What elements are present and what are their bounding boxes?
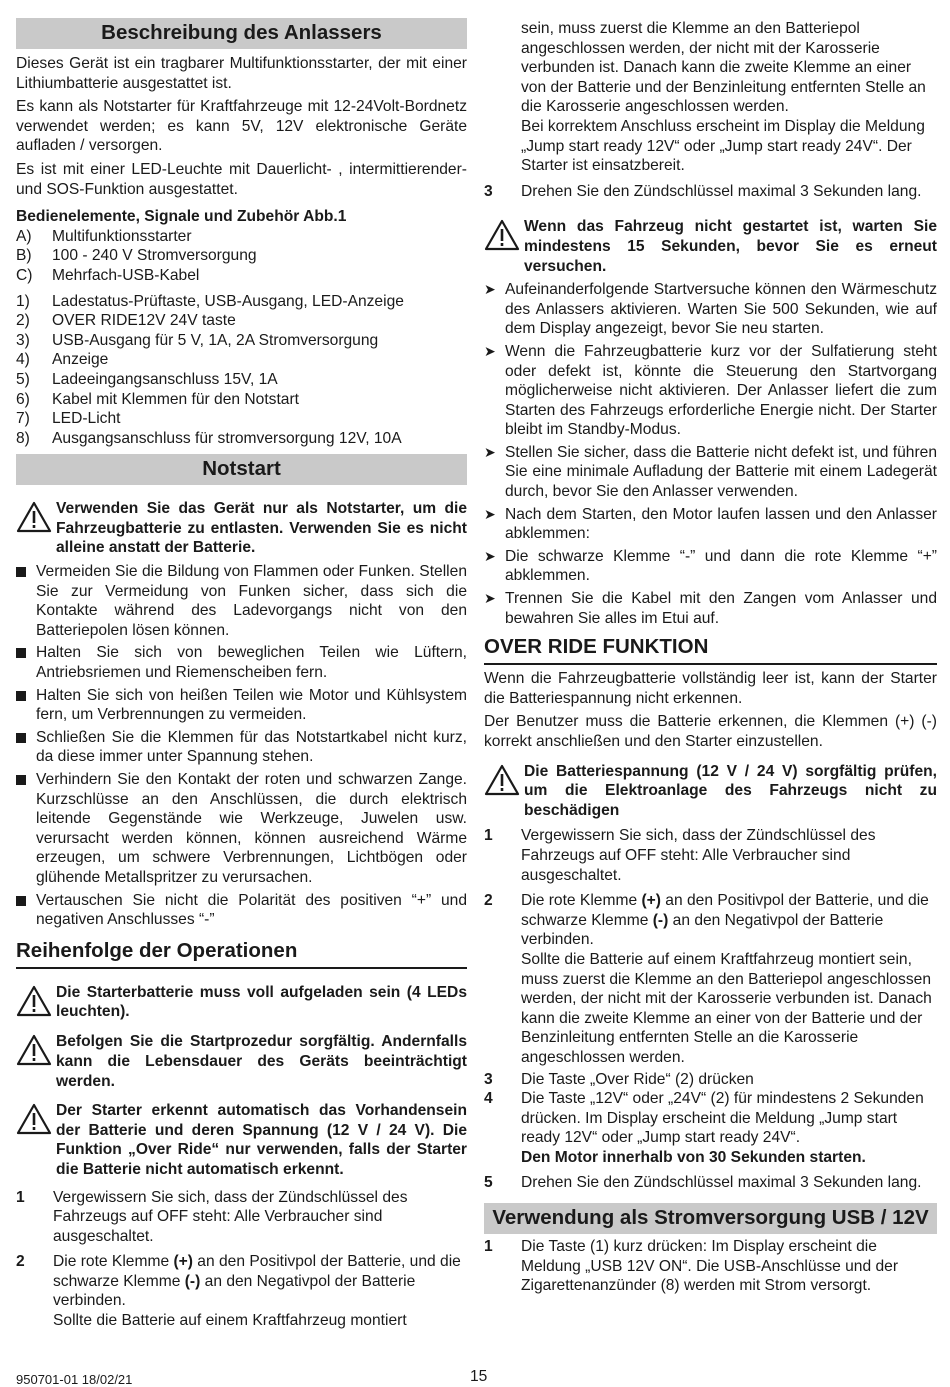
list-item: [16, 891, 467, 930]
list-item: [16, 562, 467, 640]
step-text: Die Taste (1) kurz drücken: Im Display erscheint die Meldung „USB 12V ON“. Die USB-Anschlüsse und der Zigarettenanzünder (8) werden mit Strom versorgt.: [521, 1238, 899, 1295]
step-text-part: Die rote Klemme: [53, 1253, 174, 1271]
chevron-text: Nach dem Starten, den Motor laufen lassen und den Anlasser abklemmen:: [505, 505, 937, 543]
chevron-text: Wenn die Fahrzeugbatterie kurz vor der Sulfatierung steht oder defekt ist, könnte die Steuerung den Startvorgang möglicherweise nicht aktivieren. Der Anlasser liefert die zum Starten des Fahrzeugs erforderliche Energie nicht. Der Starter bleibt im Standby-Modus.: [505, 342, 937, 439]
step-number: 1: [484, 1238, 493, 1256]
number-list: [16, 292, 467, 449]
list-value: OVER RIDE12V 24V taste: [52, 312, 236, 330]
list-item: [484, 505, 937, 544]
left-column: [16, 0, 467, 1337]
step-number: 2: [484, 892, 493, 910]
list-item: [16, 728, 467, 767]
step-item: [484, 826, 937, 885]
chevron-right-icon: ➤: [484, 547, 496, 564]
list-item: [16, 331, 467, 351]
step-number: 1: [16, 1188, 25, 1206]
list-item: [484, 342, 937, 440]
list-item: [16, 770, 467, 888]
bullet-text: Halten Sie sich von heißen Teilen wie Motor und Kühlsystem fern, um Verbrennungen zu vermeiden.: [36, 686, 467, 724]
continued-step-text: [484, 19, 937, 176]
list-item: [484, 280, 937, 339]
list-item: [16, 390, 467, 410]
list-item: [484, 547, 937, 586]
list-item: [16, 266, 467, 286]
chevron-text: Stellen Sie sicher, dass die Batterie nicht defekt ist, und führen Sie eine minimale Aufladung der Batterie mit einem Ladegerät durch, bevor Sie den Anlasser verwenden.: [505, 443, 937, 501]
chevron-text: Aufeinanderfolgende Startversuche können den Wärmeschutz des Anlassers aktivieren. Warten Sie 500 Sekunden, wie auf dem Display angezeigt, bevor Sie neu starten.: [505, 281, 937, 338]
list-key: 7): [16, 410, 30, 428]
step-text-part: Die rote Klemme: [521, 892, 642, 910]
list-value: Mehrfach-USB-Kabel: [52, 266, 200, 284]
list-key: B): [16, 247, 32, 265]
step-item: [484, 1237, 937, 1296]
chevron-right-icon: ➤: [484, 443, 496, 460]
page-number: 15: [470, 1368, 488, 1385]
list-value: Ladestatus-Prüftaste, USB-Ausgang, LED-Anzeige: [52, 292, 404, 310]
description-paragraph: Es kann als Notstarter für Kraftfahrzeuge mit 12-24Volt-Bordnetz verwendet werden; es kann 5V, 12V elektronische Geräte aufladen / versorgen.: [16, 98, 467, 155]
step-item: [484, 1173, 937, 1193]
step-text-part: an den Negativpol der Batterie verbinden.: [53, 1272, 416, 1310]
step-text-bold: (+): [173, 1253, 193, 1271]
step-item: [16, 1252, 467, 1330]
step-item: [484, 182, 937, 202]
list-key: C): [16, 266, 33, 284]
override-paragraph: Der Benutzer muss die Batterie erkennen, die Klemmen (+) (-) korrekt anschließen und den Starter einzustellen.: [484, 713, 937, 750]
step-number: 2: [16, 1253, 25, 1271]
step-text-bold: (-): [184, 1272, 201, 1290]
step-text-bold: (-): [652, 911, 669, 929]
step-text-bold: Den Motor innerhalb von 30 Sekunden starten.: [521, 1148, 866, 1166]
list-value: Anzeige: [52, 351, 109, 369]
list-value: 100 - 240 V Stromversorgung: [52, 247, 257, 265]
warning-icon: [16, 499, 56, 539]
square-bullet-icon: [16, 643, 36, 682]
step-text: Drehen Sie den Zündschlüssel maximal 3 Sekunden lang.: [521, 182, 922, 200]
list-key: 2): [16, 312, 30, 330]
step-text-part: an den Positivpol der Batterie, und die schwarze Klemme: [521, 892, 929, 929]
list-item: [16, 370, 467, 390]
step-text-part: an den Negativpol der Batterie verbinden.: [521, 911, 884, 949]
step-item: [484, 1070, 937, 1090]
list-item: [16, 409, 467, 429]
bullet-text: Vertauschen Sie nicht die Polarität des positiven “+” und negativen Anschlusses “-”: [36, 891, 467, 929]
step-text: Vergewissern Sie sich, dass der Zündschlüssel des Fahrzeugs auf OFF steht: Alle Verbraucher sind ausgeschaltet.: [521, 827, 876, 884]
step-number: 3: [484, 1070, 493, 1088]
warning-block: [16, 1101, 467, 1179]
chevron-right-icon: ➤: [484, 281, 496, 298]
step-text: Die Taste „Over Ride“ (2) drücken: [521, 1070, 754, 1088]
step-text-part: Die Taste „12V“ oder „24V“ (2) für mindestens 2 Sekunden drücken. Im Display erscheint die Meldung „Jump start ready 12V“ oder „Jump start ready 24V“.: [521, 1090, 924, 1147]
warning-block: [16, 1032, 467, 1091]
chevron-list: [484, 280, 937, 628]
warning-text: Befolgen Sie die Startprozedur sorgfältig. Andernfalls kann die Lebensdauer des Geräts beeinträchtigt werden.: [56, 1033, 467, 1090]
step-text: Vergewissern Sie sich, dass der Zündschlüssel des Fahrzeugs auf OFF steht: Alle Verbraucher sind ausgeschaltet.: [53, 1188, 408, 1245]
chevron-right-icon: ➤: [484, 505, 496, 522]
controls-title: Bedienelemente, Signale und Zubehör Abb.1: [16, 208, 347, 226]
chevron-right-icon: ➤: [484, 342, 496, 359]
bullet-text: Vermeiden Sie die Bildung von Flammen oder Funken. Stellen Sie zur Vermeidung von Funken sicher, dass sich die Kontakte während des Ladevorgangs nicht von den Batteriepolen lösen können.: [36, 563, 467, 639]
list-key: 5): [16, 370, 30, 388]
list-item: [16, 643, 467, 682]
step-text-part: an den Positivpol der Batterie, und die schwarze Klemme: [53, 1253, 461, 1290]
warning-icon: [16, 1032, 56, 1072]
step-item: [484, 891, 937, 1067]
description-paragraph: Es ist mit einer LED-Leuchte mit Dauerlicht- , intermittierender- und SOS-Funktion ausgestattet.: [16, 160, 467, 198]
letter-list: [16, 227, 467, 286]
warning-block: [16, 499, 467, 558]
warning-block: [16, 983, 467, 1023]
step-text-part: sein, muss zuerst die Klemme an den Batteriepol angeschlossen werden, der nicht mit der Karosserie verbunden ist. Danach kann die zweite Klemme an einer von der Batterie und der Benzinleitung entfernten Stelle an die Karosserie angeschlossen werden.: [521, 20, 926, 116]
right-column: [484, 0, 937, 1302]
list-value: Ladeeingangsanschluss 15V, 1A: [52, 370, 278, 388]
step-text-bold: (+): [641, 892, 661, 910]
list-item: [484, 589, 937, 628]
warning-text: Die Starterbatterie muss voll aufgeladen sein (4 LEDs leuchten).: [56, 983, 467, 1021]
square-bullet-icon: [16, 686, 36, 725]
warning-block: [484, 217, 937, 276]
warning-icon: [484, 762, 524, 802]
chevron-text: Die schwarze Klemme “-” und dann die rote Klemme “+” abklemmen.: [505, 547, 937, 585]
list-value: Kabel mit Klemmen für den Notstart: [52, 390, 300, 408]
chevron-text: Trennen Sie die Kabel mit den Zangen vom Anlasser und bewahren Sie alles im Etui auf.: [505, 590, 937, 627]
section-title-operations: Reihenfolge der Operationen: [16, 938, 467, 969]
override-paragraph: Wenn die Fahrzeugbatterie vollständig leer ist, kann der Starter die Batteriespannung nicht erkennen.: [484, 670, 937, 707]
document-code: 950701-01 18/02/21: [16, 1372, 133, 1387]
bullet-text: Halten Sie sich von beweglichen Teilen wie Lüftern, Antriebsriemen und Riemenscheiben fern.: [36, 644, 467, 682]
list-item: [16, 429, 467, 449]
square-bullet-icon: [16, 770, 36, 888]
step-number: 4: [484, 1090, 493, 1108]
warning-icon: [484, 217, 524, 257]
step-text: Drehen Sie den Zündschlüssel maximal 3 Sekunden lang.: [521, 1174, 922, 1192]
list-item: [16, 686, 467, 725]
list-key: 8): [16, 429, 30, 447]
step-text-part: Bei korrektem Anschluss erscheint im Display die Meldung „Jump start ready 12V“ oder „Jump start ready 24V“. Der Starter ist einsatzbereit.: [521, 117, 925, 175]
list-key: 1): [16, 292, 30, 310]
section-title-override: OVER RIDE FUNKTION: [484, 634, 937, 665]
list-item: [16, 227, 467, 247]
square-bullet-icon: [16, 728, 36, 767]
warning-text: Wenn das Fahrzeug nicht gestartet ist, warten Sie mindestens 15 Sekunden, bevor Sie es erneut versuchen.: [524, 218, 937, 275]
step-number: 3: [484, 182, 493, 200]
warning-text: Die Batteriespannung (12 V / 24 V) sorgfältig prüfen, um die Elektroanlage des Fahrzeugs nicht zu beschädigen: [524, 762, 937, 819]
step-text-part: Sollte die Batterie auf einem Kraftfahrzeug montiert sein, muss zuerst die Klemme an den Batteriepol angeschlossen werden, der nicht mit der Karosserie verbunden ist. Danach kann die zweite Klemme an einer von der Batterie und der Benzinleitung entfernten Stelle an die Karosserie angeschlossen werden.: [521, 950, 932, 1066]
step-text: [521, 1089, 937, 1167]
section-title-notstart: Notstart: [16, 454, 467, 485]
warning-text: Der Starter erkennt automatisch das Vorhandensein der Batterie und deren Spannung (12 V / 24 V). Die Funktion „Over Ride“ nur verwenden, falls der Starter die Batterie nicht automatisch erkennt.: [56, 1102, 467, 1178]
square-bullet-icon: [16, 891, 36, 930]
step-text-part: Sollte die Batterie auf einem Kraftfahrzeug montiert: [53, 1312, 407, 1330]
list-key: 6): [16, 390, 30, 408]
warning-text: Verwenden Sie das Gerät nur als Notstarter, um die Fahrzeugbatterie zu entlasten. Verwenden Sie es nicht alleine anstatt der Batterie.: [56, 500, 467, 557]
warning-icon: [16, 983, 56, 1023]
section-title-usb: Verwendung als Stromversorgung USB / 12V: [484, 1203, 937, 1234]
list-value: Ausgangsanschluss für stromversorgung 12V, 10A: [52, 429, 402, 447]
list-item: [16, 246, 467, 266]
list-item: [16, 292, 467, 312]
bullet-text: Verhindern Sie den Kontakt der roten und schwarzen Zange. Kurzschlüsse an den Anschlüssen, die durch elektrisch leitende Gegenstände wie Werkzeuge, Juwelen usw. verursacht werden können, können ausreichend Wärme erzeugen, um schwere Verbrennungen, Lichtbögen oder glühende Metallspritzer zu verursachen.: [36, 771, 467, 886]
warning-block: [484, 762, 937, 821]
step-item: [16, 1188, 467, 1247]
list-value: USB-Ausgang für 5 V, 1A, 2A Stromversorgung: [52, 331, 379, 349]
list-key: A): [16, 227, 32, 245]
step-number: 5: [484, 1174, 493, 1192]
step-text: [53, 1252, 467, 1330]
step-text: [521, 891, 937, 1067]
bullet-text: Schließen Sie die Klemmen für das Notstartkabel nicht kurz, da diese immer unter Spannung stehen.: [36, 728, 467, 766]
list-item: [16, 311, 467, 331]
square-bullet-icon: [16, 562, 36, 640]
list-item: [484, 443, 937, 502]
list-key: 4): [16, 351, 30, 369]
warning-icon: [16, 1101, 56, 1141]
step-item: [484, 1089, 937, 1167]
list-value: LED-Licht: [52, 410, 121, 428]
list-item: [16, 350, 467, 370]
chevron-right-icon: ➤: [484, 590, 496, 607]
bullet-list: [16, 562, 467, 930]
step-number: 1: [484, 827, 493, 845]
description-paragraph: Dieses Gerät ist ein tragbarer Multifunktionsstarter, der mit einer Lithiumbatterie ausgestattet ist.: [16, 55, 467, 92]
section-title-beschreibung: Beschreibung des Anlassers: [16, 18, 467, 49]
list-key: 3): [16, 331, 30, 349]
list-value: Multifunktionsstarter: [52, 227, 192, 245]
